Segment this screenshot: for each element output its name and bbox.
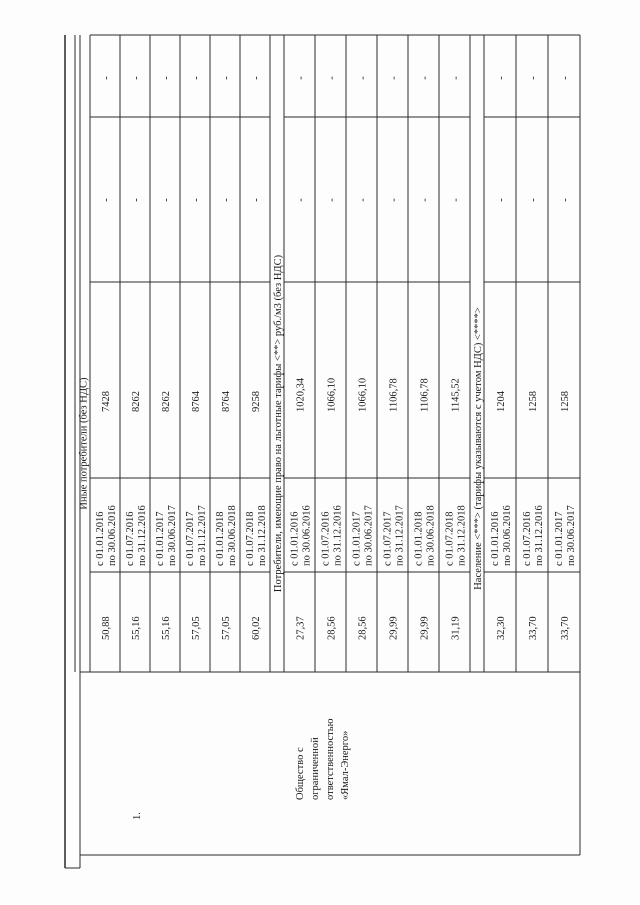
tariff-cell: 7428 — [101, 391, 112, 412]
dash-cell: - — [191, 198, 202, 202]
dash-cell: - — [191, 76, 202, 80]
value-cell: 33,70 — [560, 616, 571, 640]
value-cell: 50,88 — [101, 616, 112, 640]
period-from-cell: с 01.01.2017 — [351, 511, 363, 566]
dash-cell: - — [450, 198, 462, 202]
dash-cell: - — [221, 76, 232, 80]
dash-cell: - — [221, 198, 232, 202]
tariff-cell: 8764 — [221, 391, 232, 412]
period-to-cell: по 31.12.2018 — [456, 505, 468, 566]
tariff-cell: 1258 — [560, 391, 571, 412]
period-to-cell: по 30.06.2017 — [167, 505, 178, 566]
dash-cell: - — [560, 76, 571, 80]
dash-cell: - — [357, 76, 369, 80]
dash-cell: - — [357, 198, 369, 202]
period-to-cell: по 31.12.2016 — [137, 505, 148, 566]
tariff-cell: 1106,78 — [388, 378, 400, 412]
value-cell: 28,56 — [357, 616, 369, 640]
tariff-cell: 9258 — [251, 391, 262, 412]
tariff-cell: 1258 — [528, 391, 539, 412]
value-cell: 60,02 — [251, 616, 262, 640]
tariff-cell: 1106,78 — [419, 378, 431, 412]
period-to-cell: по 30.06.2016 — [502, 505, 513, 566]
period-from-cell: с 01.01.2018 — [413, 511, 425, 566]
period-from-cell: с 01.07.2017 — [185, 511, 196, 566]
period-from-cell: с 01.01.2017 — [554, 511, 565, 566]
section-header: Население <***> (тарифы указываются с учетом НДС) <****> — [473, 307, 484, 590]
value-cell: 57,05 — [191, 616, 202, 640]
period-from-cell: с 01.01.2017 — [155, 511, 166, 566]
section-header: Потребители, имеющие право на льготные тарифы <**> руб./м3 (без НДС) — [273, 254, 284, 593]
dash-cell: - — [295, 76, 307, 80]
period-to-cell: по 30.06.2017 — [363, 505, 375, 566]
dash-cell: - — [131, 76, 142, 80]
dash-cell: - — [496, 76, 507, 80]
organization-name-line: «Ямал-Энерго» — [340, 730, 351, 800]
value-cell: 31,19 — [450, 616, 462, 640]
dash-cell: - — [251, 76, 262, 80]
period-from-cell: с 01.01.2016 — [289, 511, 301, 566]
period-from-cell: с 01.01.2016 — [490, 511, 501, 566]
period-from-cell: с 01.01.2016 — [95, 511, 106, 566]
section-header: Иные потребители (без НДС) — [78, 377, 90, 510]
period-from-cell: с 01.07.2016 — [320, 511, 332, 566]
value-cell: 29,99 — [388, 616, 400, 640]
value-cell: 27,37 — [295, 616, 307, 640]
dash-cell: - — [388, 76, 400, 80]
dash-cell: - — [161, 76, 172, 80]
value-cell: 55,16 — [161, 616, 172, 640]
row-number: 1. — [132, 812, 143, 820]
dash-cell: - — [295, 198, 307, 202]
dash-cell: - — [161, 198, 172, 202]
period-from-cell: с 01.07.2018 — [245, 511, 256, 566]
dash-cell: - — [326, 76, 338, 80]
value-cell: 55,16 — [131, 616, 142, 640]
value-cell: 29,99 — [419, 616, 431, 640]
value-cell: 57,05 — [221, 616, 232, 640]
dash-cell: - — [528, 198, 539, 202]
dash-cell: - — [450, 76, 462, 80]
period-to-cell: по 30.06.2016 — [301, 505, 313, 566]
tariff-cell: 8262 — [131, 391, 142, 412]
period-from-cell: с 01.07.2018 — [444, 511, 456, 566]
tariff-cell: 1204 — [496, 391, 507, 412]
dash-cell: - — [528, 76, 539, 80]
dash-cell: - — [101, 76, 112, 80]
dash-cell: - — [560, 198, 571, 202]
period-to-cell: по 31.12.2017 — [197, 505, 208, 566]
dash-cell: - — [496, 198, 507, 202]
dash-cell: - — [419, 198, 431, 202]
period-to-cell: по 31.12.2018 — [257, 505, 268, 566]
dash-cell: - — [131, 198, 142, 202]
tariff-cell: 1066,10 — [326, 377, 338, 412]
value-cell: 28,56 — [326, 616, 338, 640]
period-to-cell: по 30.06.2018 — [227, 505, 238, 566]
dash-cell: - — [251, 198, 262, 202]
period-to-cell: по 31.12.2016 — [332, 505, 344, 566]
tariff-cell: 1145,52 — [450, 378, 462, 412]
dash-cell: - — [419, 76, 431, 80]
tariff-cell: 8764 — [191, 391, 202, 412]
organization-name-line: ответственностью — [325, 718, 336, 800]
tariff-cell: 1020,34 — [295, 377, 307, 412]
period-from-cell: с 01.07.2016 — [125, 511, 136, 566]
period-to-cell: по 30.06.2016 — [107, 505, 118, 566]
dash-cell: - — [388, 198, 400, 202]
period-from-cell: с 01.07.2016 — [522, 511, 533, 566]
dash-cell: - — [101, 198, 112, 202]
dash-cell: - — [326, 198, 338, 202]
value-cell: 33,70 — [528, 616, 539, 640]
period-to-cell: по 30.06.2018 — [425, 505, 437, 566]
period-to-cell: по 31.12.2016 — [534, 505, 545, 566]
period-from-cell: с 01.01.2018 — [215, 511, 226, 566]
period-from-cell: с 01.07.2017 — [382, 511, 394, 566]
period-to-cell: по 30.06.2017 — [566, 505, 577, 566]
tariff-cell: 8262 — [161, 391, 172, 412]
period-to-cell: по 31.12.2017 — [394, 505, 406, 566]
organization-name-line: ограниченной — [310, 737, 321, 800]
tariff-cell: 1066,10 — [357, 377, 369, 412]
value-cell: 32,30 — [496, 616, 507, 640]
organization-name-line: Общество с — [295, 747, 306, 800]
